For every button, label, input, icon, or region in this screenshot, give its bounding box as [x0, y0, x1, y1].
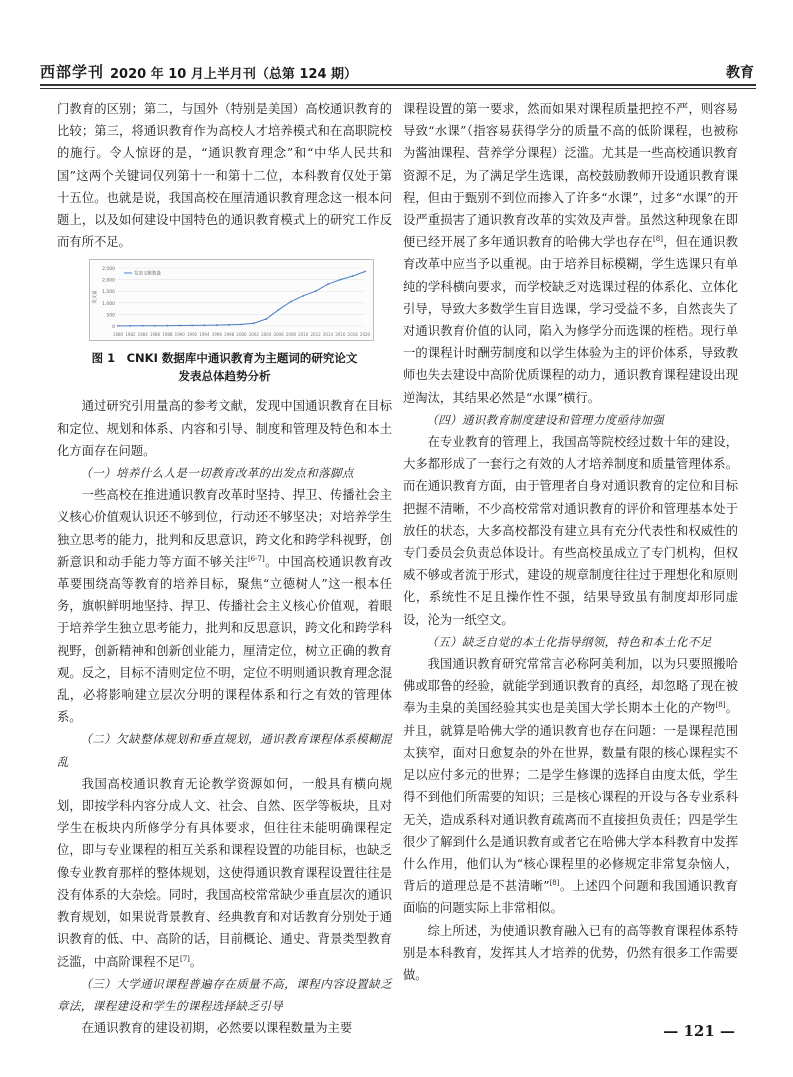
- y-tick-label: 1,500: [102, 290, 115, 296]
- data-point: [265, 319, 267, 321]
- chart-svg: [90, 260, 373, 340]
- subheading-2: （二）欠缺整体规划和垂直规划，通识教育课程体系模糊混乱: [57, 732, 392, 769]
- data-point: [302, 295, 304, 297]
- paragraph: 门教育的区别；第二，与国外（特别是美国）高校通识教育的比较；第三，将通识教育作为高校人才培养模式和在高职院校的施行。令人惊讶的是，“通识教育理念”和“中华人民共和国”这两个关键词仅列第十一和第十二位，本科教育仅处于第十五位。也就是说，我国高校在厘清通识教育理念这一根本问题上，以及如何建设中国特色的通识教育模式上的研究工作反而有所不足。: [57, 102, 392, 250]
- data-point: [204, 325, 206, 327]
- y-tick-label: 1,000: [102, 302, 115, 308]
- data-point: [142, 325, 144, 327]
- citation: [6-7]: [247, 554, 265, 563]
- x-tick-label: 2018: [347, 332, 358, 338]
- page-header: [40, 58, 756, 82]
- header-rule-thin: [40, 88, 756, 89]
- x-tick-label: 2012: [310, 332, 321, 338]
- x-tick-label: 1998: [224, 332, 235, 338]
- x-tick-label: 2002: [248, 332, 259, 338]
- data-point: [167, 325, 169, 327]
- right-column: [403, 98, 738, 986]
- x-tick-label: 2016: [335, 332, 346, 338]
- x-tick-label: 2010: [298, 332, 309, 338]
- x-tick-label: 1992: [187, 332, 198, 338]
- figure-caption: [57, 349, 392, 385]
- paragraph: 一些高校在推进通识教育改革时坚持、捍卫、传播社会主义核心价值观认识还不够到位，行动还不够坚决；对培养学生独立思考的能力，批判和反思意识，跨文化和跨学科视野，创新意识和动手能力等方面不够关注[6-7]。中国高校通识教育改革要围绕高等教育的培养目标，聚焦“立德树人”这一根本任务，旗帜鲜明地坚持、捍卫、传播社会主义核心价值观，着眼于培养学生独立思考能力，批判和反思意识，跨文化和跨学科视野，创新精神和创新创业能力，厘清定位，树立正确的教育观。反之，目标不清则定位不明，定位不明则通识教育理念混乱，必将影响建立层次分明的课程体系和行之有效的管理体系。: [57, 488, 392, 725]
- subheading-3: （三）大学通识课程普遍存在质量不高，课程内容设置缺乏章法，课程建设和学生的课程选择缺乏引导: [57, 976, 392, 1013]
- data-point: [339, 279, 341, 281]
- data-point: [129, 325, 131, 327]
- paragraph: 在专业教育的管理上，我国高等院校经过数十年的建设，大多都形成了一套行之有效的人才培养制度和质量管理体系。而在通识教育方面，由于管理者自身对通识教育的定位和目标把握不清晰，不少高校常常对通识教育的评价和管理基本处于放任的状态，大多高校都没有建立具有充分代表性和权威性的专门委员会负责总体设计。有些高校虽成立了专门机构，但权威不够或者流于形式，建设的规章制度往往过于理想化和原则化，系统性不足且操作性不强，结果导致虽有制度却形同虚设，沦为一纸空文。: [403, 435, 738, 627]
- data-point: [352, 276, 354, 278]
- x-tick-label: 2014: [322, 332, 334, 338]
- paragraph: 课程设置的第一要求，然而如果对课程质量把控不严，则容易导致“水课”（指容易获得学分的质量不高的低阶课程，也被称为酱油课程、营养学分课程）泛滥。尤其是一些高校通识教育资源不足，为了满足学生选课，高校鼓励教师开设通识教育课程，但由于甄别不到位而掺入了许多“水课”，过多“水课”的开设严重损害了通识教育改革的实效及声誉。虽然这种现象在即便已经开展了多年通识教育的哈佛大学也存在[8]，但在通识教育改革中应当予以重视。由于培养目标模糊，学生选课只有单纯的学科横向要求，而学校缺乏对选课过程的体系化、立体化引导，导致大多数学生盲目选课，学习受益不多，自然丧失了对通识教育价值的认同，陷入为修学分而选课的桎梏。现行单一的课程计时酬劳制度和以学生体验为主的评价体系，导致教师也失去建设中高阶优质课程的动力，通识教育课程建设出现逆淘汰，其结果必然是“水课”横行。: [403, 102, 738, 405]
- data-point: [253, 323, 255, 325]
- left-column: [57, 98, 392, 1039]
- x-tick-label: 2006: [273, 332, 284, 338]
- x-tick-label: 1994: [199, 332, 210, 338]
- x-tick-label: 1990: [174, 332, 185, 338]
- issue-info: 2020 年 10 月上半月刊（总第 124 期）: [110, 67, 358, 82]
- citation: [8]: [549, 879, 560, 888]
- data-point: [228, 324, 230, 326]
- citation: [8]: [715, 701, 726, 710]
- data-point: [179, 325, 181, 327]
- paragraph: 在通识教育的建设初期，必然要以课程数量为主要: [81, 1021, 353, 1036]
- paragraph: 综上所述，为使通识教育融入已有的高等教育课程体系特别是本科教育，发挥其人才培养的优势，仍然有很多工作需要做。: [403, 923, 738, 982]
- legend-label: 发表文献数量: [134, 271, 161, 277]
- x-tick-label: 2000: [236, 332, 247, 338]
- subheading-4: （四）通识教育制度建设和管理力度亟待加强: [426, 412, 665, 427]
- data-point: [191, 325, 193, 327]
- data-point: [278, 309, 280, 311]
- y-tick-label: 500: [106, 313, 115, 319]
- data-point: [315, 291, 317, 293]
- page-number: — 121 —: [663, 1022, 735, 1040]
- data-point: [290, 301, 292, 303]
- citation: [7]: [179, 954, 190, 963]
- paragraph: 通过研究引用量高的参考文献，发现中国通识教育在目标和定位、规划和体系、内容和引导、制度和管理及特色和本土化方面存在问题。: [57, 399, 392, 458]
- data-point: [154, 325, 156, 327]
- header-rule: [40, 84, 756, 86]
- subheading-1: （一）培养什么人是一切教育改革的出发点和落脚点: [80, 466, 354, 481]
- trend-chart: [89, 259, 374, 341]
- y-tick-label: 2,500: [102, 267, 115, 273]
- x-tick-label: 2004: [261, 332, 272, 338]
- citation: [8]: [653, 235, 663, 244]
- x-tick-label: 1996: [211, 332, 222, 338]
- subheading-5: （五）缺乏自觉的本土化指导纲领，特色和本土化不足: [426, 634, 712, 649]
- paragraph: 我国高校通识教育无论教学资源如何，一般具有横向规划，即按学科内容分成人文、社会、自然、医学等板块，且对学生在板块内所修学分有具体要求，但往往未能明确课程定位，即与专业课程的相互关系和课程设置的功能目标，也缺乏像专业教育那样的整体规划，这使得通识教育课程设置往往是没有体系的大杂烩。同时，我国高校常常缺少垂直层次的通识教育规划，如果说背景教育、经典教育和对话教育分别处于通识教育的低、中、高阶的话，目前概论、通史、背景类型教育泛滥，中高阶课程不足[7]。: [57, 776, 392, 969]
- data-point: [216, 325, 218, 327]
- y-tick-label: 2,000: [102, 279, 115, 285]
- section-label: 教育: [726, 65, 754, 81]
- x-tick-label: 1988: [162, 332, 173, 338]
- x-tick-label: 2008: [285, 332, 296, 338]
- y-tick-label: 0: [112, 325, 115, 331]
- x-tick-label: 1984: [137, 332, 148, 338]
- journal-logo: 西部学刊: [40, 63, 105, 81]
- y-axis-label: 发文量: [93, 290, 98, 305]
- x-tick-label: 1982: [125, 332, 136, 338]
- x-tick-label: 2020: [359, 332, 371, 338]
- data-point: [327, 284, 329, 286]
- data-point: [241, 324, 243, 326]
- x-tick-label: 1986: [149, 332, 161, 338]
- x-tick-label: 1980: [112, 332, 124, 338]
- data-point: [117, 325, 119, 327]
- figure-caption-line1: 图 1 CNKI 数据库中通识教育为主题词的研究论文: [91, 351, 358, 366]
- figure-caption-line2: 发表总体趋势分析: [178, 369, 271, 384]
- paragraph: 我国通识教育研究常常言必称阿美利加，以为只要照搬哈佛或耶鲁的经验，就能学到通识教育的真经，却忽略了现在被奉为圭臬的美国经验其实也是美国大学长期本土化的产物[8]。并且，就算是哈佛大学的通识教育也存在问题：一是课程范围太狭窄，面对日愈复杂的外在世界，数量有限的核心课程实不足以应付多元的世界；二是学生修课的选择自由度太低，学生得不到他们所需要的知识；三是核心课程的开设与各专业系科无关，造成系科对通识教育疏离而不直接担负责任；四是学生很少了解到什么是通识教育或者它在哈佛大学本科教育中发挥什么作用，他们认为“核心课程里的必修规定非常复杂恼人，背后的道理总是不甚清晰”[8]。上述四个问题和我国通识教育面临的问题实际上非常相似。: [403, 657, 738, 916]
- data-point: [364, 271, 366, 273]
